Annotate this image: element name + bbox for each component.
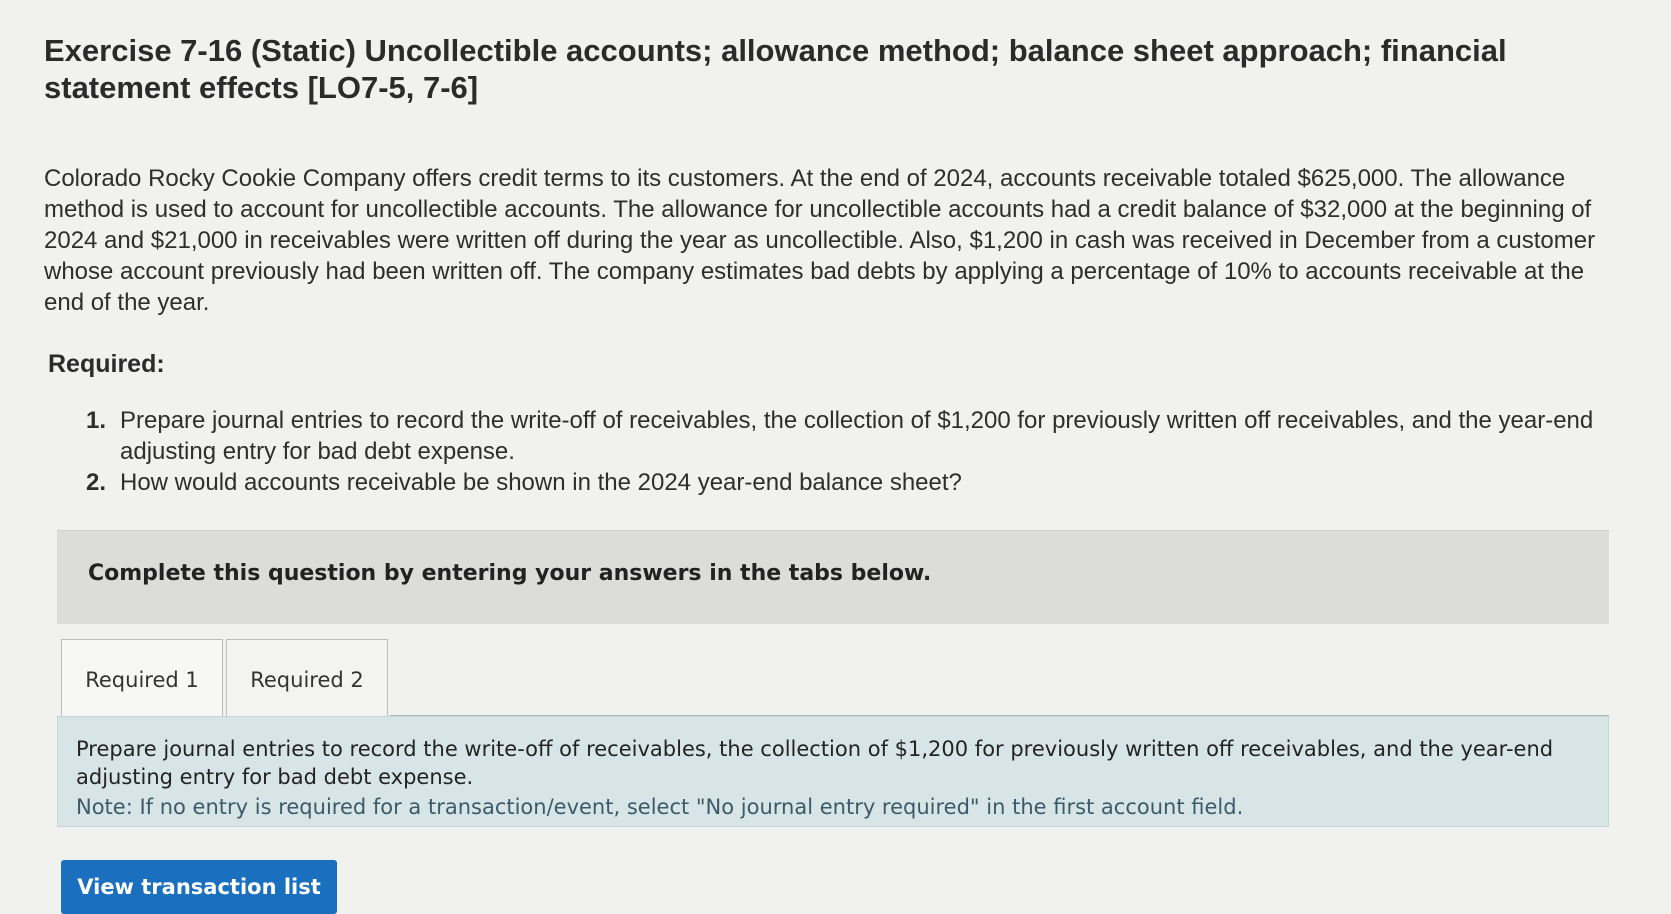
requirement-item [78, 467, 1618, 498]
requirement-text: Prepare journal entries to record the write-off of receivables, the collection of $1,200 for previously written off receivables, and the year-end adjusting entry for bad debt expense. [120, 407, 1594, 465]
requirement-number: 1. [86, 407, 107, 434]
required-heading: Required: [48, 350, 165, 378]
tab-panel [57, 716, 1609, 827]
tab-required-2[interactable] [226, 639, 388, 719]
requirement-text: How would accounts receivable be shown in the 2024 year-end balance sheet? [120, 469, 962, 496]
instruction-text: Complete this question by entering your answers in the tabs below. [88, 561, 932, 586]
requirement-item [78, 405, 1618, 467]
panel-instructions: Prepare journal entries to record the write-off of receivables, the collection of $1,200 for previously written off receivables, and the year-end adjusting entry for bad debt expense. [76, 737, 1554, 789]
instruction-banner [57, 530, 1609, 624]
page-title: Exercise 7-16 (Static) Uncollectible accounts; allowance method; balance sheet approach; financial statement effects [LO7-5, 7-6] [44, 33, 1507, 105]
tab-required-1[interactable] [61, 639, 223, 719]
tab-label: Required 2 [250, 667, 364, 692]
problem-statement: Colorado Rocky Cookie Company offers credit terms to its customers. At the end of 2024, accounts receivable totaled $625,000. The allowance method is used to account for uncollectible accounts. The allowance for uncollectible accounts had a credit balance of $32,000 at the beginning of 2024 and $21,000 in receivables were written off during the year as uncollectible. Also, $1,200 in cash was received in December from a customer whose account previously had been written off. The company estimates bad debts by applying a percentage of 10% to accounts receivable at the end of the year. [44, 165, 1596, 316]
requirement-number: 2. [86, 469, 107, 496]
tab-label: Required 1 [85, 667, 199, 692]
view-transaction-list-button[interactable]: View transaction list [61, 860, 337, 914]
panel-note: Note: If no entry is required for a transaction/event, select "No journal entry required" in the first account field. [76, 795, 1244, 819]
requirements-list [78, 405, 1618, 498]
